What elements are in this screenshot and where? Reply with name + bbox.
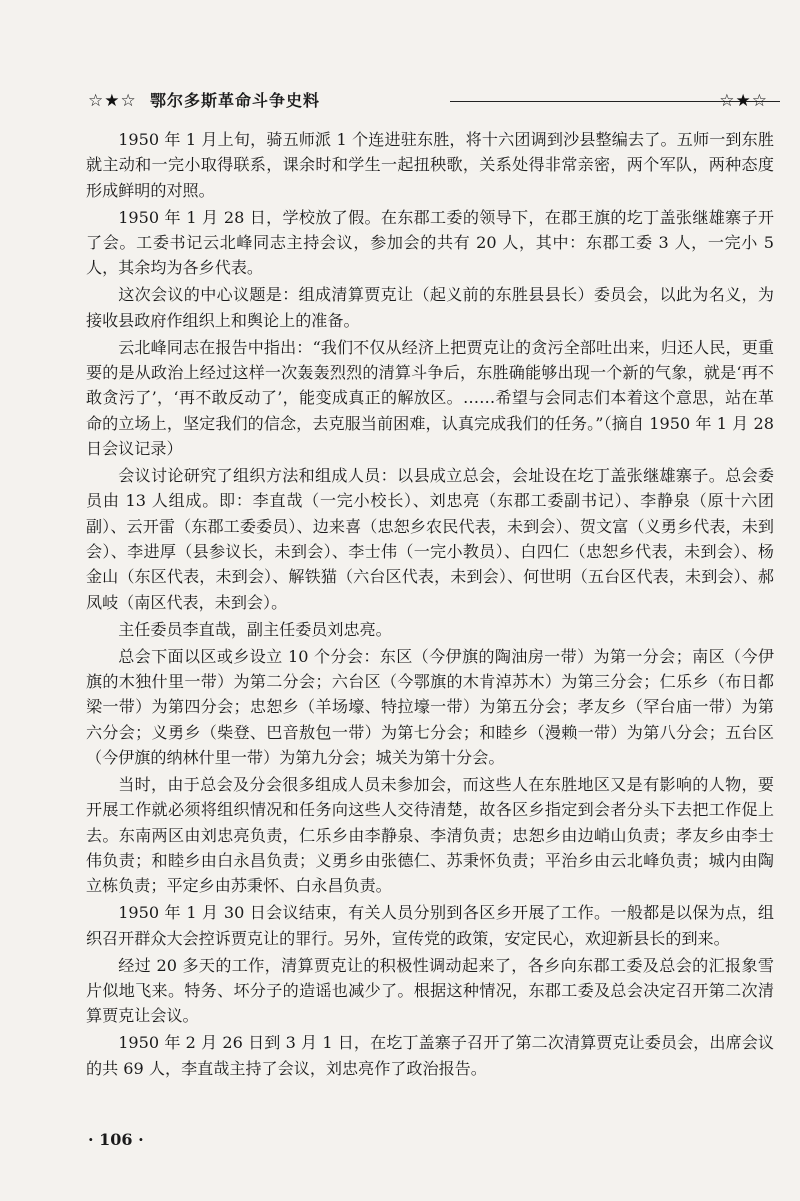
paragraph: 云北峰同志在报告中指出：“我们不仅从经济上把贾克让的贪污全部吐出来，归还人民，更重要的是从政治上经过这样一次轰轰烈烈的清算斗争后，东胜确能够出现一个新的气象，就是‘再不敢贪污了’，‘再不敢反动了’，能变成真正的解放区。……希望与会同志们本着这个意思，站在革命的立场上，坚定我们的信念，去克服当前困难，认真完成我们的任务。”（摘自 1950 年 1 月 28 日会议记录） xyxy=(86,337,774,458)
header-title: 鄂尔多斯革命斗争史料 xyxy=(150,91,321,110)
paragraph: 当时，由于总会及分会很多组成人员未参加会，而这些人在东胜地区又是有影响的人物，要开展工作就必须将组织情况和任务向这些人交待清楚，故各区乡指定到会者分头下去把工作促上去。东南两区由刘忠亮负责，仁乐乡由李静泉、李清负责；忠恕乡由边峭山负责；孝友乡由李士伟负责；和睦乡由白永昌负责；义勇乡由张德仁、苏秉怀负责；平治乡由云北峰负责；城内由陶立栋负责；平定乡由苏秉怀、白永昌负责。 xyxy=(86,775,774,896)
paragraph: 会议讨论研究了组织方法和组成人员：以县成立总会，会址设在圪丁盖张继雄寨子。总会委员由 13 人组成。即：李直哉（一完小校长）、刘忠亮（东郡工委副书记）、李静泉（原十六团副）、云开雷（东郡工委委员）、边来喜（忠恕乡农民代表，未到会）、贺文富（义勇乡代表，未到会）、李进厚（县参议长，未到会）、李士伟（一完小教员）、白四仁（忠恕乡代表，未到会）、杨金山（东区代表，未到会）、解铁猫（六台区代表，未到会）、何世明（五台区代表，未到会）、郝凤岐（南区代表，未到会）。 xyxy=(86,466,774,612)
header-stars-left: ☆★☆ xyxy=(88,91,137,111)
paragraph: 1950 年 1 月 30 日会议结束，有关人员分别到各区乡开展了工作。一般都是以保为点，组织召开群众大会控诉贾克让的罪行。另外，宣传党的政策，安定民心，欢迎新县长的到来。 xyxy=(86,903,774,948)
paragraph: 经过 20 多天的工作，清算贾克让的积极性调动起来了，各乡向东郡工委及总会的汇报象雪片似地飞来。特务、坏分子的造谣也减少了。根据这种情况，东郡工委及总会决定召开第二次清算贾克让会议。 xyxy=(86,955,774,1026)
paragraph: 1950 年 2 月 26 日到 3 月 1 日，在圪丁盖寨子召开了第二次清算贾克让委员会，出席会议的共 69 人，李直哉主持了会议，刘忠亮作了政治报告。 xyxy=(86,1033,774,1078)
page-number: · 106 · xyxy=(88,1130,144,1149)
paragraph: 这次会议的中心议题是：组成清算贾克让（起义前的东胜县县长）委员会，以此为名义，为接收县政府作组织上和舆论上的准备。 xyxy=(86,285,774,330)
paragraph: 主任委员李直哉，副主任委员刘忠亮。 xyxy=(118,619,392,639)
body-text xyxy=(86,127,774,1083)
paragraph: 1950 年 1 月 28 日，学校放了假。在东郡工委的领导下，在郡王旗的圪丁盖张继雄寨子开了会。工委书记云北峰同志主持会议，参加会的共有 20 人，其中：东郡工委 3 人，一完小 5 人，其余均为各乡代表。 xyxy=(86,207,774,278)
paragraph: 1950 年 1 月上旬，骑五师派 1 个连进驻东胜，将十六团调到沙县整编去了。五师一到东胜就主动和一完小取得联系，课余时和学生一起扭秧歌，关系处得非常亲密，两个军队，两种态度形成鲜明的对照。 xyxy=(86,130,774,200)
header-stars-right: ☆★☆ xyxy=(719,91,768,111)
running-header xyxy=(88,89,768,113)
paragraph: 总会下面以区或乡设立 10 个分会：东区（今伊旗的陶油房一带）为第一分会；南区（今伊旗的木独什里一带）为第二分会；六台区（今鄂旗的木肯淖苏木）为第三分会；仁乐乡（布日都梁一带）为第四分会；忠恕乡（羊场壕、特拉壕一带）为第五分会；孝友乡（罕台庙一带）为第六分会；义勇乡（柴登、巴音敖包一带）为第七分会；和睦乡（漫赖一带）为第八分会；五台区（今伊旗的纳林什里一带）为第九分会；城关为第十分会。 xyxy=(86,646,774,767)
